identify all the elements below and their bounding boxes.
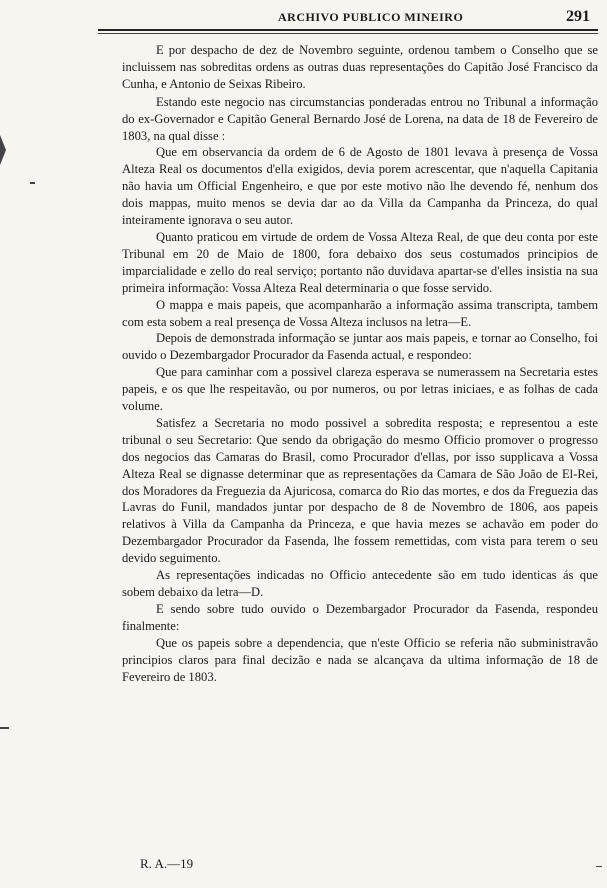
paragraph: Depois de demonstrada informação se juntar aos mais papeis, e tornar ao Conselho, foi ouvido o Dezembargador Procurador da Fasenda actual, e respondeo: — [122, 331, 598, 363]
paragraph: Que em observancia da ordem de 6 de Agosto de 1801 levava à presença de Vossa Alteza Real os documentos d'ella exigidos, devia porem acrescentar, que n'aquella Capitania não havia um Official Engenheiro, e que por este motivo não lhe devendo fé, nenhum dos dois mappas, muito menos se devia dar ao da Villa da Campanha da Princeza, do qual inteiramente ignorava o seu autor. — [122, 145, 598, 228]
margin-mark — [30, 182, 35, 184]
paragraph: Quanto praticou em virtude de ordem de Vossa Alteza Real, de que deu conta por este Tribunal em 20 de Maio de 1800, fora debaixo dos seus costumados principios de imparcialidade e zello do real serviço; portanto não duvidava apartar-se d'elles insistia na sua primeira informação: Vossa Alteza Real determinaria o que fosse servido. — [122, 229, 598, 295]
running-header — [98, 8, 598, 28]
header-rule-thin — [98, 33, 598, 34]
paragraph: Estando este negocio nas circumstancias ponderadas entrou no Tribunal a informação do ex-Governador e Capitão General Bernardo José de Lorena, na data de 18 de Fevereiro de 1803, na qual disse : — [122, 94, 598, 143]
paragraph: E sendo sobre tudo ouvido o Dezembargador Procurador da Fasenda, respondeu finalmente: — [122, 601, 598, 633]
paragraph: Que para caminhar com a possivel clareza esperava se numerassem na Secretaria estes papeis, e os que lhe respeitavão, ou por numeros, ou por letras iniciaes, e as folhas de cada volume. — [122, 365, 598, 414]
margin-mark — [0, 135, 6, 165]
signature-mark: R. A.—19 — [140, 856, 194, 871]
header-rule — [98, 29, 598, 31]
paragraph: As representações indicadas no Officio antecedente são em tudo identicas ás que sobem debaixo da letra—D. — [122, 568, 598, 599]
journal-title: ARCHIVO PUBLICO MINEIRO — [278, 10, 464, 24]
paragraph: Que os papeis sobre a dependencia, que n'este Officio se referia não subministravão principios claros para final decizão e nada se alcançava da ultima informação de 18 de Fevereiro de 1803. — [122, 635, 598, 684]
paragraph: Satisfez a Secretaria no modo possivel a sobredita resposta; e representou a este tribunal o seu Secretario: Que sendo da obrigação do mesmo Officio promover o progresso dos negocios das Camaras do Brasil, como Procurador d'ellas, por isso supplicava a Vossa Alteza Real se dignasse determinar que as representações da Camara de São João de El-Rei, dos Moradores da Freguezia da Ajuricosa, comarca do Rio das mortes, e dos da Freguezia das Lavras do Funil, mandados juntar por despacho de 8 de Novembro de 1806, aos papeis relativos à Villa da Campanha da Princeza, e que havia mezes se achavão em poder do Dezembargador Procurador da Fasenda, lhe fossem remettidas, com vista para terem o seu devido seguimento. — [122, 415, 598, 566]
page-number: 291 — [566, 8, 590, 25]
paragraph: E por despacho de dez de Novembro seguinte, ordenou tambem o Conselho que se incluissem nas sobreditas ordens as outras duas representações do Capitão José Francisco da Cunha, e Antonio de Seixas Ribeiro. — [122, 43, 598, 91]
margin-mark — [0, 727, 9, 729]
paragraph: O mappa e mais papeis, que acompanharão a informação assima transcripta, tambem com esta sobem a real presença de Vossa Alteza inclusos na letra—E. — [122, 297, 598, 329]
margin-mark — [596, 866, 602, 867]
body-text — [122, 42, 598, 685]
